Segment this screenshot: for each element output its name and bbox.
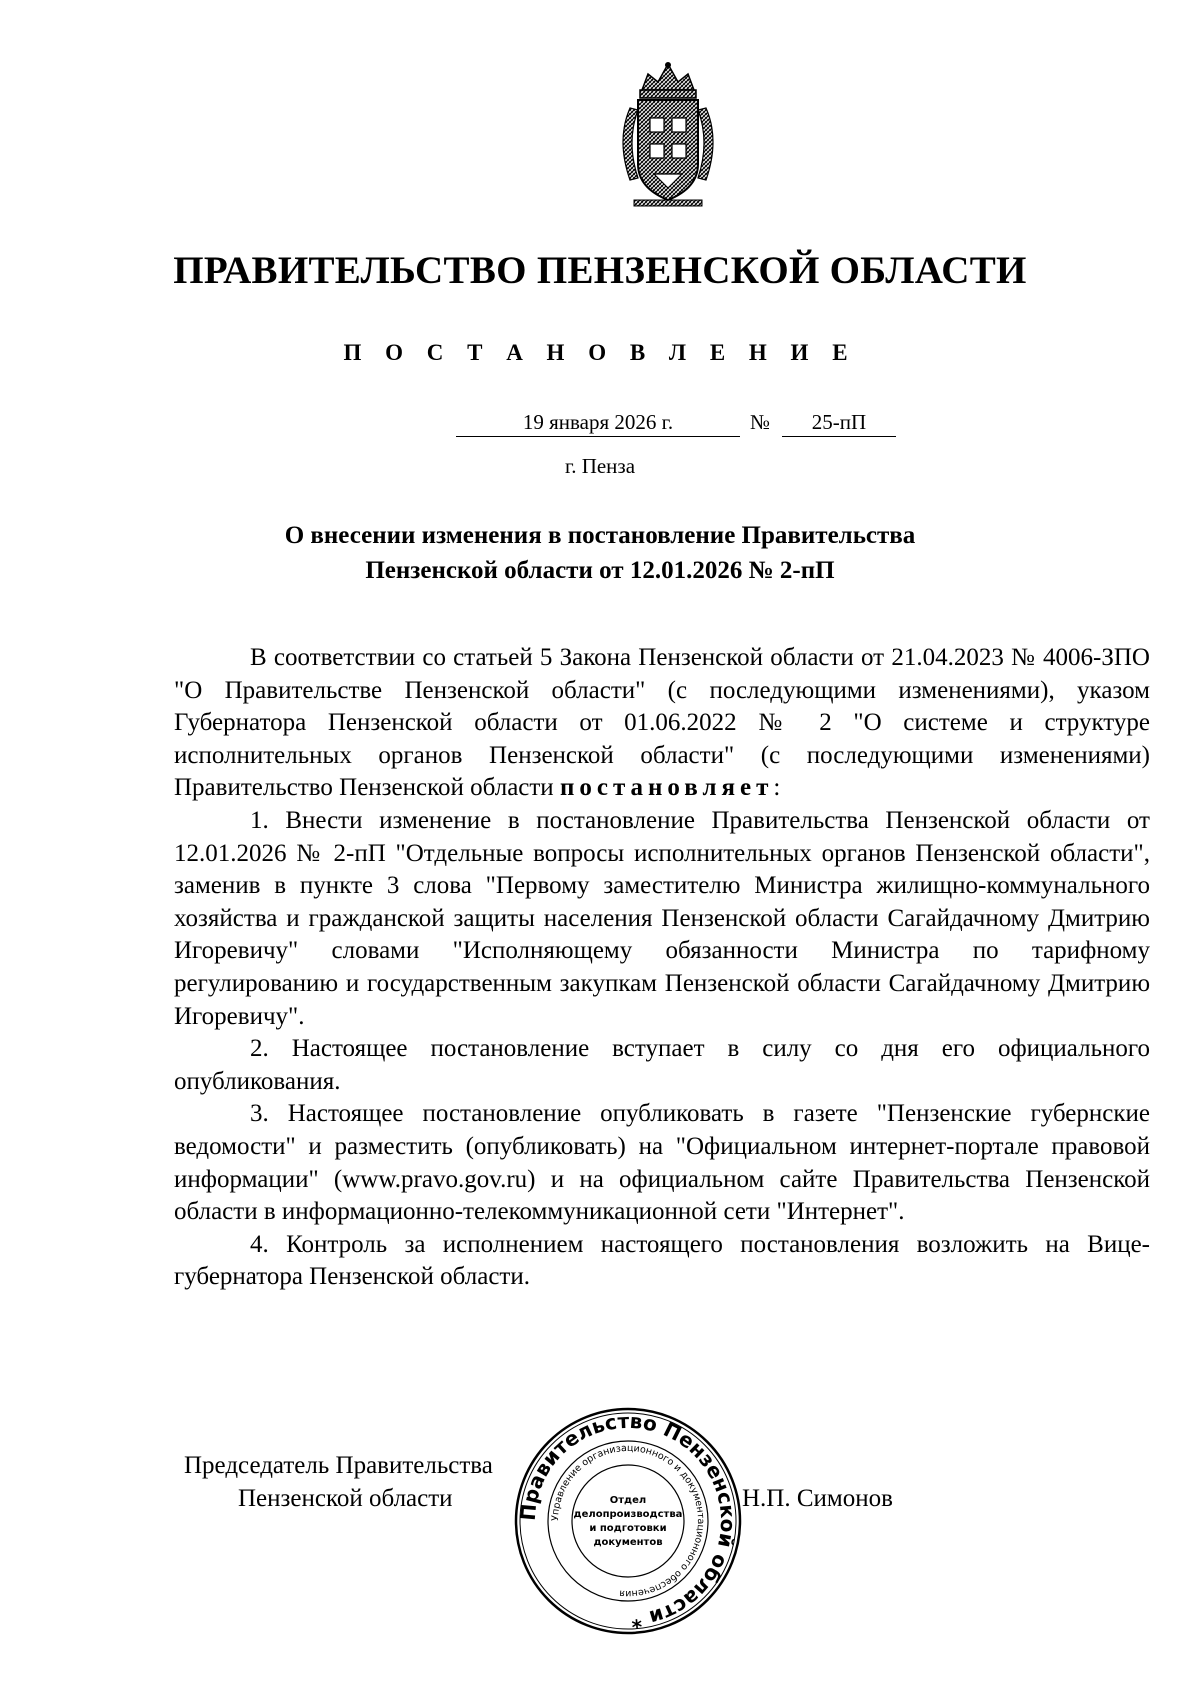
list-item: 2. Настоящее постановление вступает в силу со дня его официального опубликования. xyxy=(174,1035,1150,1095)
city: г. Пенза xyxy=(564,454,636,478)
preamble-paragraph xyxy=(174,642,1150,805)
stamp-center-line: документов xyxy=(593,1537,663,1548)
decree-colon: : xyxy=(773,774,781,802)
stamp-center-line: делопроизводства xyxy=(573,1509,683,1520)
list-item: 4. Контроль за исполнением настоящего постановления возложить на Вице-губернатора Пензенской области. xyxy=(174,1230,1150,1291)
document-body xyxy=(174,642,1150,1294)
document-number: 25-пП xyxy=(782,410,896,437)
list-item: 3. Настоящее постановление опубликовать в газете "Пензенские губернские ведомости" и разместить (опубликовать) на "Официальном интернет-портале правовой информации" (www.pravo.gov.ru) и на официальном сайте Правительства Пензенской области в информационно-телекоммуникационной сети "Интернет". xyxy=(174,1100,1150,1226)
signer-title-line: Пензенской области xyxy=(238,1485,453,1512)
decree-word: постановляет xyxy=(559,774,774,802)
document-subject xyxy=(0,518,1200,588)
stamp-outer-text-path: Правительство Пензенской области * xyxy=(515,1408,741,1634)
official-stamp xyxy=(512,1405,744,1637)
preamble-text: В соответствии со статьей 5 Закона Пензенской области от 21.04.2023 № 4006-ЗПО "О Правительстве Пензенской области" (с последующими изменениями), указом Губернатора Пензенской области от 01.06.2022 № 2 "О системе и структуре исполнительных органов Пензенской области" (с последующими изменениями) Правительство Пензенской области xyxy=(174,644,1150,802)
org-title: ПРАВИТЕЛЬСТВО ПЕНЗЕНСКОЙ ОБЛАСТИ xyxy=(173,249,1027,292)
list-item: 1. Внести изменение в постановление Правительства Пензенской области от 12.01.2026 № 2-пП "Отдельные вопросы исполнительных органов Пензенской области", заменив в пункте 3 слова "Первому заместителю Министра жилищно-коммунального хозяйства и гражданской защиты населения Пензенской области Сагайдачному Дмитрию Игоревичу" словами "Исполняющему обязанности Министра по тарифному регулированию и государственным закупкам Пензенской области Сагайдачному Дмитрию Игоревичу". xyxy=(174,806,1150,1030)
subject-line: О внесении изменения в постановление Правительства xyxy=(284,522,916,549)
stamp-center-line: и подготовки xyxy=(589,1523,667,1534)
stamp-center-line: Отдел xyxy=(609,1495,647,1506)
signer-name: Н.П. Симонов xyxy=(742,1485,893,1512)
subject-line: Пензенской области от 12.01.2026 № 2-пП xyxy=(365,557,835,584)
number-sign: № xyxy=(750,410,771,434)
document-type: П О С Т А Н О В Л Е Н И Е xyxy=(343,340,857,365)
signer-title-line: Председатель Правительства xyxy=(184,1452,493,1479)
stamp-inner-ring-text-path: Управление организационного и документационного обеспечения xyxy=(549,1442,707,1600)
stamp-inner-ring-text xyxy=(550,1443,706,1599)
document-date: 19 января 2026 г. xyxy=(456,410,740,437)
coat-of-arms-icon xyxy=(608,60,728,210)
